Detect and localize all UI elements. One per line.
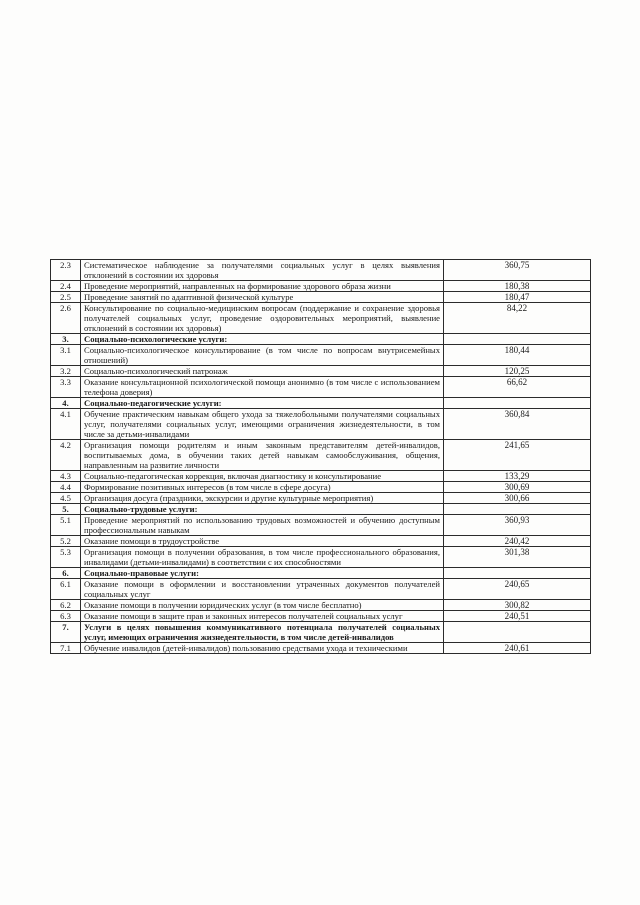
section-number: 4. bbox=[51, 398, 81, 409]
row-number: 5.2 bbox=[51, 536, 81, 547]
service-name: Организация помощи родителям и иным законным представителям детей-инвалидов, воспитываемых дома, в обучении таких детей навыкам самообслуживания, общения, направленным на развитие личности bbox=[81, 440, 444, 471]
table-row bbox=[51, 292, 591, 303]
row-number: 5.1 bbox=[51, 515, 81, 536]
service-name: Социально-педагогическая коррекция, включая диагностику и консультирование bbox=[81, 471, 444, 482]
row-number: 2.4 bbox=[51, 281, 81, 292]
row-number: 3.1 bbox=[51, 345, 81, 366]
row-number: 3.2 bbox=[51, 366, 81, 377]
section-header-row bbox=[51, 568, 591, 579]
table-row bbox=[51, 482, 591, 493]
service-price: 84,22 bbox=[444, 303, 591, 334]
table-row bbox=[51, 303, 591, 334]
service-price: 360,84 bbox=[444, 409, 591, 440]
table-row bbox=[51, 600, 591, 611]
service-name: Обучение практическим навыкам общего ухода за тяжелобольными получателями социальных услуг, получателями социальных услуг, имеющими ограничения жизнедеятельности, в том числе за детьми-инвалидами bbox=[81, 409, 444, 440]
section-title: Социально-психологические услуги: bbox=[81, 334, 444, 345]
service-name: Формирование позитивных интересов (в том числе в сфере досуга) bbox=[81, 482, 444, 493]
service-price: 180,44 bbox=[444, 345, 591, 366]
service-name: Оказание помощи в получении юридических услуг (в том числе бесплатно) bbox=[81, 600, 444, 611]
section-price bbox=[444, 334, 591, 345]
section-number: 5. bbox=[51, 504, 81, 515]
service-price: 240,42 bbox=[444, 536, 591, 547]
table-row bbox=[51, 260, 591, 281]
section-header-row bbox=[51, 334, 591, 345]
service-price: 120,25 bbox=[444, 366, 591, 377]
service-name: Обучение инвалидов (детей-инвалидов) пользованию средствами ухода и техническими bbox=[81, 643, 444, 654]
service-name: Организация помощи в получении образования, в том числе профессионального образования, инвалидами (детьми-инвалидами) в соответствии с их способностями bbox=[81, 547, 444, 568]
service-name: Проведение мероприятий по использованию трудовых возможностей и обучению доступным профессиональным навыкам bbox=[81, 515, 444, 536]
section-header-row bbox=[51, 398, 591, 409]
row-number: 6.3 bbox=[51, 611, 81, 622]
row-number: 6.1 bbox=[51, 579, 81, 600]
service-price: 301,38 bbox=[444, 547, 591, 568]
row-number: 4.3 bbox=[51, 471, 81, 482]
table-row bbox=[51, 547, 591, 568]
row-number: 4.1 bbox=[51, 409, 81, 440]
table-row bbox=[51, 611, 591, 622]
service-price: 360,93 bbox=[444, 515, 591, 536]
services-table-body bbox=[51, 260, 591, 654]
table-row bbox=[51, 471, 591, 482]
table-row bbox=[51, 345, 591, 366]
section-price bbox=[444, 398, 591, 409]
section-price bbox=[444, 568, 591, 579]
service-price: 180,47 bbox=[444, 292, 591, 303]
service-price: 360,75 bbox=[444, 260, 591, 281]
table-row bbox=[51, 409, 591, 440]
table-row bbox=[51, 366, 591, 377]
row-number: 4.4 bbox=[51, 482, 81, 493]
service-price: 241,65 bbox=[444, 440, 591, 471]
section-number: 7. bbox=[51, 622, 81, 643]
table-row bbox=[51, 536, 591, 547]
table-row bbox=[51, 377, 591, 398]
service-price: 240,65 bbox=[444, 579, 591, 600]
section-number: 3. bbox=[51, 334, 81, 345]
row-number: 4.2 bbox=[51, 440, 81, 471]
service-price: 240,51 bbox=[444, 611, 591, 622]
service-name: Проведение мероприятий, направленных на формирование здорового образа жизни bbox=[81, 281, 444, 292]
service-name: Консультирование по социально-медицинским вопросам (поддержание и сохранение здоровья получателей социальных услуг, проведение оздоровительных мероприятий, выявление отклонений в состоянии их здоровья) bbox=[81, 303, 444, 334]
row-number: 4.5 bbox=[51, 493, 81, 504]
service-name: Социально-психологический патронаж bbox=[81, 366, 444, 377]
table-row bbox=[51, 579, 591, 600]
service-price: 300,69 bbox=[444, 482, 591, 493]
table-row bbox=[51, 493, 591, 504]
service-price: 180,38 bbox=[444, 281, 591, 292]
service-name: Оказание помощи в трудоустройстве bbox=[81, 536, 444, 547]
service-price: 133,29 bbox=[444, 471, 591, 482]
row-number: 2.5 bbox=[51, 292, 81, 303]
section-title: Социально-правовые услуги: bbox=[81, 568, 444, 579]
service-name: Организация досуга (праздники, экскурсии и другие культурные мероприятия) bbox=[81, 493, 444, 504]
service-price: 300,66 bbox=[444, 493, 591, 504]
service-price: 300,82 bbox=[444, 600, 591, 611]
section-number: 6. bbox=[51, 568, 81, 579]
service-name: Оказание помощи в оформлении и восстановлении утраченных документов получателей социальных услуг bbox=[81, 579, 444, 600]
section-header-row bbox=[51, 622, 591, 643]
services-price-table bbox=[50, 259, 591, 654]
section-price bbox=[444, 622, 591, 643]
service-name: Оказание помощи в защите прав и законных интересов получателей социальных услуг bbox=[81, 611, 444, 622]
section-title: Социально-педагогические услуги: bbox=[81, 398, 444, 409]
service-price: 66,62 bbox=[444, 377, 591, 398]
service-name: Систематическое наблюдение за получателями социальных услуг в целях выявления отклонений в состоянии их здоровья bbox=[81, 260, 444, 281]
section-price bbox=[444, 504, 591, 515]
table-row bbox=[51, 281, 591, 292]
section-header-row bbox=[51, 504, 591, 515]
row-number: 7.1 bbox=[51, 643, 81, 654]
service-price: 240,61 bbox=[444, 643, 591, 654]
section-title: Социально-трудовые услуги: bbox=[81, 504, 444, 515]
table-row bbox=[51, 440, 591, 471]
service-name: Социально-психологическое консультирование (в том числе по вопросам внутрисемейных отношений) bbox=[81, 345, 444, 366]
row-number: 2.6 bbox=[51, 303, 81, 334]
row-number: 6.2 bbox=[51, 600, 81, 611]
service-name: Проведение занятий по адаптивной физической культуре bbox=[81, 292, 444, 303]
service-name: Оказание консультационной психологической помощи анонимно (в том числе с использованием телефона доверия) bbox=[81, 377, 444, 398]
table-row bbox=[51, 515, 591, 536]
row-number: 2.3 bbox=[51, 260, 81, 281]
section-title: Услуги в целях повышения коммуникативного потенциала получателей социальных услуг, имеющих ограничения жизнедеятельности, в том числе детей-инвалидов bbox=[81, 622, 444, 643]
table-row bbox=[51, 643, 591, 654]
row-number: 3.3 bbox=[51, 377, 81, 398]
row-number: 5.3 bbox=[51, 547, 81, 568]
